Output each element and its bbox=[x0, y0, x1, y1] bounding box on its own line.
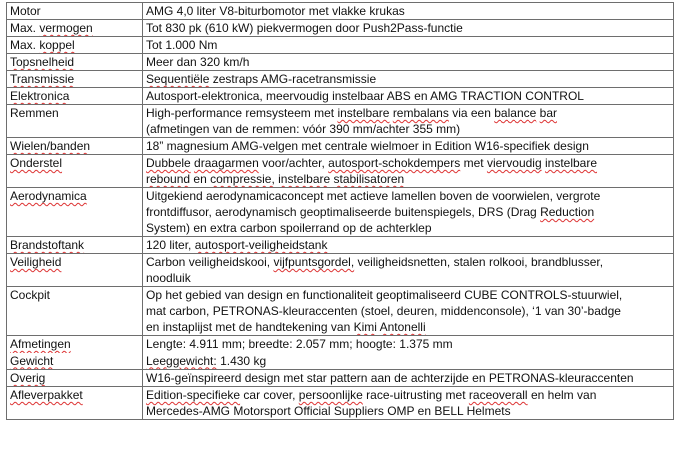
spec-value bbox=[143, 88, 674, 105]
spec-value-line: Edition-specifieke car cover, persoonlijke race-uitrusting met raceoverall en helm van bbox=[146, 388, 597, 402]
spec-label: Overig bbox=[7, 370, 143, 387]
spec-label: Afmetingen bbox=[7, 336, 143, 353]
spec-row bbox=[7, 387, 674, 420]
spec-value-line: noodluik bbox=[146, 271, 191, 285]
spec-row bbox=[7, 105, 674, 138]
spec-value bbox=[143, 237, 674, 254]
spec-label: Cockpit bbox=[7, 287, 143, 336]
spec-value-line: mat carbon, PETRONAS-kleuraccenten (stoel, deuren, middenconsole), ‘1 van 30’-badge bbox=[146, 304, 621, 318]
spec-value-line: 18” magnesium AMG-velgen met centrale wielmoer in Edition W16-specifiek design bbox=[146, 139, 589, 153]
spec-row bbox=[7, 37, 674, 54]
spec-value-line: Sequentiële zestraps AMG-racetransmissie bbox=[146, 72, 377, 86]
spec-value-line: (afmetingen van de remmen: vóór 390 mm/achter 355 mm) bbox=[146, 122, 461, 136]
spec-label: Topsnelheid bbox=[7, 54, 143, 71]
spec-value-line: AMG 4,0 liter V8-biturbomotor met vlakke krukas bbox=[146, 4, 405, 18]
spec-row bbox=[7, 71, 674, 88]
spec-value-line: High-performance remsysteem met instelbare rembalans via een balance bar bbox=[146, 106, 557, 120]
spec-value bbox=[143, 37, 674, 54]
spec-label: Afleverpakket bbox=[7, 387, 143, 420]
spec-table bbox=[6, 2, 674, 420]
spec-value-line: W16-geïnspireerd design met star pattern aan de achterzijde en PETRONAS-kleuraccenten bbox=[146, 371, 634, 385]
spec-value-line: Tot 1.000 Nm bbox=[146, 38, 218, 52]
spec-value bbox=[143, 138, 674, 155]
spec-value-line: 120 liter, autosport-veiligheidstank bbox=[146, 238, 328, 252]
spec-value bbox=[143, 105, 674, 138]
spec-value-line: Uitgekiend aerodynamicaconcept met actieve lamellen boven de voorwielen, vergrote bbox=[146, 189, 601, 203]
spec-value-line: Mercedes-AMG Motorsport Official Suppliers OMP en BELL Helmets bbox=[146, 404, 511, 418]
spec-table-body bbox=[7, 3, 674, 420]
spec-row bbox=[7, 3, 674, 20]
spec-label: Transmissie bbox=[7, 71, 143, 88]
spec-value-line: Dubbele draagarmen voor/achter, autosport-schokdempers met viervoudig instelbare bbox=[146, 156, 598, 170]
spec-label: Remmen bbox=[7, 105, 143, 138]
spec-value bbox=[143, 155, 674, 188]
spec-label: Veiligheid bbox=[7, 254, 143, 287]
spec-row bbox=[7, 88, 674, 105]
spec-value bbox=[143, 3, 674, 20]
spec-value-line: Meer dan 320 km/h bbox=[146, 55, 250, 69]
spec-row bbox=[7, 237, 674, 254]
spec-label: Max. vermogen bbox=[7, 20, 143, 37]
spec-label: Max. koppel bbox=[7, 37, 143, 54]
spec-row bbox=[7, 287, 674, 336]
spec-value bbox=[143, 188, 674, 237]
spec-label: Onderstel bbox=[7, 155, 143, 188]
spec-row bbox=[7, 54, 674, 71]
spec-value bbox=[143, 387, 674, 420]
spec-value bbox=[143, 336, 674, 353]
spec-row bbox=[7, 336, 674, 353]
spec-value bbox=[143, 287, 674, 336]
spec-row bbox=[7, 370, 674, 387]
spec-value-line: System) en extra carbon spoilerrand op de achterklep bbox=[146, 221, 432, 235]
spec-row bbox=[7, 20, 674, 37]
spec-value-line: Lengte: 4.911 mm; breedte: 2.057 mm; hoogte: 1.375 mm bbox=[146, 337, 453, 351]
spec-label: Gewicht bbox=[7, 353, 143, 370]
spec-row bbox=[7, 353, 674, 370]
spec-row bbox=[7, 254, 674, 287]
spec-value bbox=[143, 254, 674, 287]
spec-label: Elektronica bbox=[7, 88, 143, 105]
spec-label: Wielen/banden bbox=[7, 138, 143, 155]
spec-value-line: Carbon veiligheidskooi, vijfpuntsgordel, veiligheidsnetten, stalen rolkooi, brandblusser, bbox=[146, 255, 604, 269]
spec-value bbox=[143, 20, 674, 37]
spec-value-line: frontdiffusor, aerodynamisch geoptimaliseerde buitenspiegels, DRS (Drag Reduction bbox=[146, 205, 595, 219]
spec-row bbox=[7, 155, 674, 188]
spec-value-line: Leeggewicht: 1.430 kg bbox=[146, 353, 267, 368]
spec-value-line: rebound en compressie, instelbare stabilisatoren bbox=[146, 172, 405, 186]
spec-label: Brandstoftank bbox=[7, 237, 143, 254]
spec-value-line: Tot 830 pk (610 kW) piekvermogen door Push2Pass-functie bbox=[146, 21, 463, 35]
spec-value bbox=[143, 370, 674, 387]
spec-label: Motor bbox=[7, 3, 143, 20]
spec-value bbox=[143, 71, 674, 88]
spec-row bbox=[7, 188, 674, 237]
spec-value-line: Autosport-elektronica, meervoudig instelbaar ABS en AMG TRACTION CONTROL bbox=[146, 89, 584, 103]
spec-value-line: Op het gebied van design en functionaliteit geoptimaliseerd CUBE CONTROLS-stuurwiel, bbox=[146, 288, 623, 302]
spec-label: Aerodynamica bbox=[7, 188, 143, 237]
spec-value bbox=[143, 353, 674, 370]
spec-value-line: en instaplijst met de handtekening van Kimi Antonelli bbox=[146, 320, 426, 334]
spec-row bbox=[7, 138, 674, 155]
spec-value bbox=[143, 54, 674, 71]
